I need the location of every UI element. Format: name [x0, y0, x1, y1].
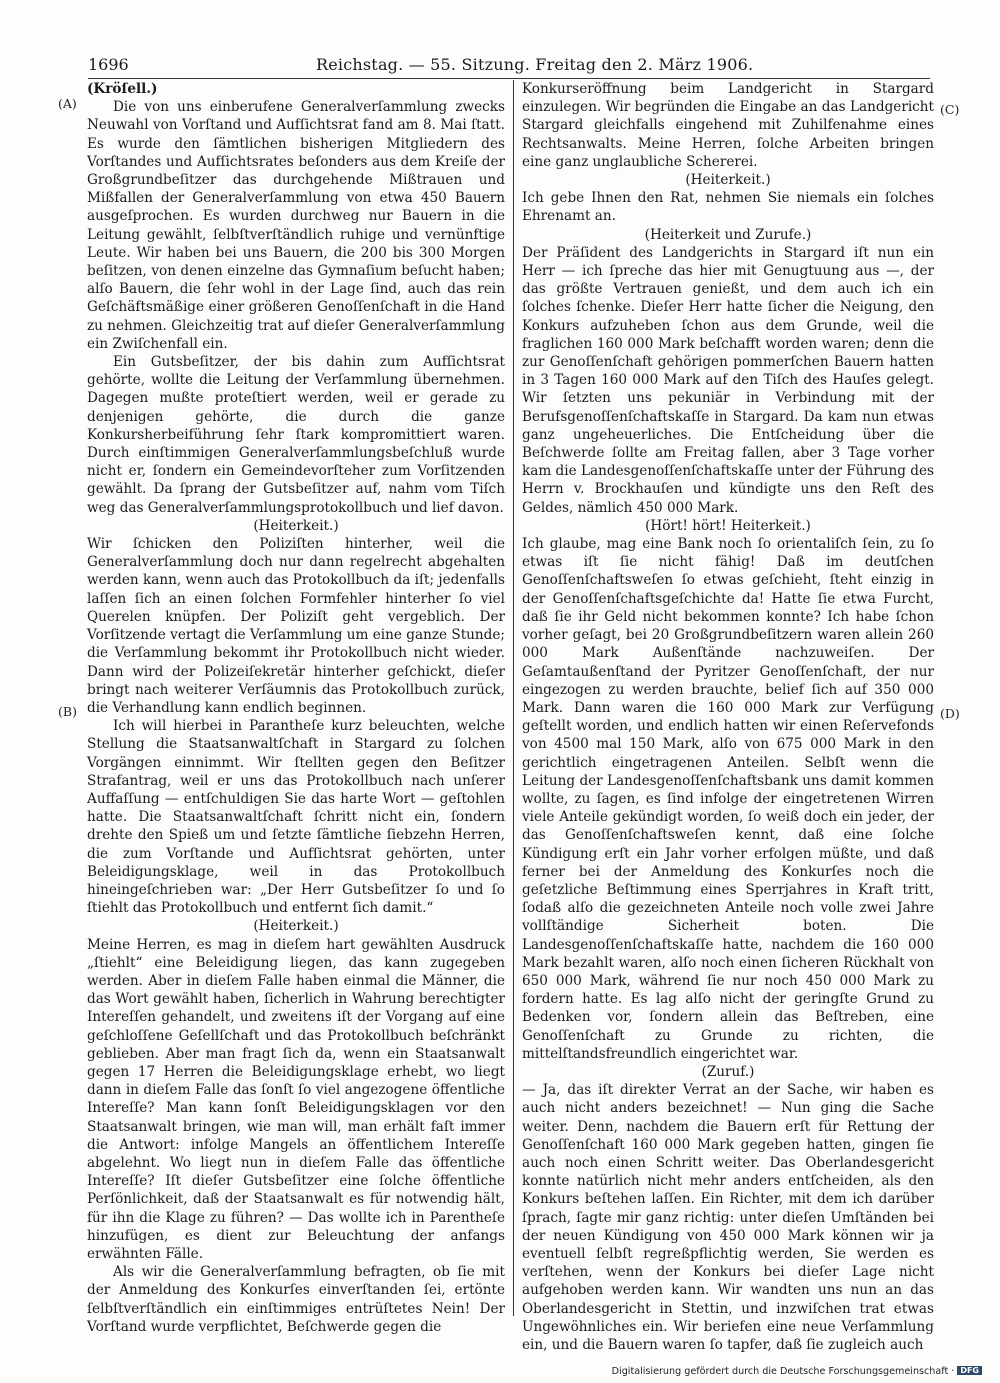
paragraph: Wir ſchicken den Poliziſten hinterher, weil die Generalverſammlung doch nur dann regelrecht abgehalten werden kann, wenn auch das Protokollbuch da iſt; jedenfalls laſſen ſich an einen ſolchen Formfehler hinterher ſo viel Querelen knüpfen. Der Poliziſt geht vergeblich. Der Vorſitzende vertagt die Verſammlung um eine ganze Stunde; die Verſammlung bekommt ihr Protokollbuch nicht wieder. Dann wird der Polizeiſekretär hinterher geſchickt, dieſer bringt nach weiterer Verſäumnis das Protokollbuch zurück, die Verhandlung kann endlich beginnen. — [87, 536, 505, 716]
margin-mark-d: (D) — [940, 706, 960, 721]
credit-text: Digitalisierung gefördert durch die Deutsche Forschungsgemeinschaft · — [611, 1366, 955, 1377]
paragraph: Konkurseröffnung beim Landgericht in Stargard einzulegen. Wir begründen die Eingabe an das Landgericht Stargard gleichfalls eingehend mit Zuhilfenahme eines Rechtsanwalts. Meine Herren, ſolche Arbeiten bringen eine ganz unglaubliche Schererei. — [522, 81, 934, 170]
interjection: (Heiterkeit.) — [685, 172, 771, 189]
column-divider — [513, 80, 514, 1316]
header-rule — [88, 78, 930, 79]
dfg-logo: DFG — [957, 1366, 982, 1375]
interjection: (Heiterkeit und Zurufe.) — [644, 226, 812, 243]
paragraph: Die von uns einberufene Generalverſammlung zwecks Neuwahl von Vorſtand und Aufſichtsrat fand am 8. Mai ſtatt. Es wurde den ſämtlichen bisherigen Mitgliedern des Vorſtandes und Aufſichtsrates beſonders aus dem Kreiſe der Großgrundbeſitzer das durchgehende Mißtrauen und Mißfallen der Generalverſammlung von etwa 450 Bauern ausgeſprochen. Es wurden durchweg nur Bauern in die Leitung gewählt, ſelbſtverſtändlich ruhige und vernünftige Leute. Wir haben bei uns Bauern, die 200 bis 300 Morgen beſitzen, von denen einzelne das Gymnaſium beſucht haben; alſo Bauern, die ſehr wohl in der Lage ſind, auch das rein Geſchäftsmäßige einer größeren Genoſſenſchaft in die Hand zu nehmen. Gleichzeitig trat auf dieſer Generalverſammlung ein Zwiſchenfall ein. — [87, 99, 505, 352]
margin-mark-b: (B) — [58, 704, 77, 719]
left-column — [87, 80, 505, 1336]
paragraph: Ich gebe Ihnen den Rat, nehmen Sie niemals ein ſolches Ehrenamt an. — [522, 190, 934, 225]
margin-mark-a: (A) — [58, 96, 77, 111]
paragraph: Ich glaube, mag eine Bank noch ſo orientaliſch ſein, zu ſo etwas iſt ſie nicht fähig! Daß im deutſchen Genoſſenſchaftsweſen ſo etwas geſchieht, ſteht einzig in der Genoſſenſchaftsgeſchichte da! Hatte ſie etwa Furcht, daß ſie ihr Geld nicht bekommen konnte? Ich habe ſchon vorher geſagt, bei 20 Großgrundbeſitzern waren allein 260 000 Mark Außenſtände nachzuweiſen. Der Geſamtaußenſtand der Pyritzer Genoſſenſchaft, der nur eingezogen zu werden brauchte, belief ſich auf 350 000 Mark. Dann waren die 160 000 Mark zur Verfügung geſtellt worden, und endlich hatten wir einen Reſervefonds von 4500 mal 150 Mark, alſo von 675 000 Mark in den gerichtlich eingetragenen Anteilen. Selbſt wenn die Leitung der Landesgenoſſenſchaftsbank uns damit kommen wollte, zu ſagen, es ſind infolge der eingetretenen Wirren viele Anteile gekündigt worden, ſo weiß doch ein jeder, der das Genoſſenſchaftsweſen kennt, daß eine ſolche Kündigung erſt ein Jahr vorher erfolgen müßte, und daß ferner bei der Anmeldung des Konkurſes noch die geſetzliche Beſtimmung eines Sperrjahres in Kraft tritt, ſodaß alſo die gezeichneten Anteile noch volle zwei Jahre vollſtändige Sicherheit boten. Die Landesgenoſſenſchaftskaſſe hatte, nachdem die 160 000 Mark bezahlt waren, alſo noch einen ſicheren Rückhalt von 650 000 Mark, während ſie nur noch 450 000 Mark zu fordern hatte. Es lag alſo nicht der geringſte Grund zu Bedenken vor, ſondern allein das Beſtreben, eine Genoſſenſchaft zu Grunde zu richten, die mittelſtandsfreundlich eingerichtet war. — [522, 536, 934, 1062]
paragraph: Meine Herren, es mag in dieſem hart gewählten Ausdruck „ſtiehlt“ eine Beleidigung liegen, das kann zugegeben werden. Aber in dieſem Falle haben einmal die Männer, die das Wort gewählt haben, ſicherlich in Wahrung berechtigter Intereſſen gehandelt, und zweitens iſt der Vorgang auf eine geſchloſſene Geſellſchaft und das Protokollbuch beſchränkt geblieben. Aber man fragt ſich da, wenn ein Staatsanwalt gegen 17 Herren die Beleidigungsklage erhebt, wo liegt dann in dieſem Falle das ſonſt ſo viel angezogene öffentliche Intereſſe? Man kann ſonſt Beleidigungsklagen vor den Staatsanwalt bringen, wie man will, man erhält faſt immer die Antwort: infolge Mangels an öffentlichem Intereſſe abgelehnt. Wo liegt nun in dieſem Falle das öffentliche Intereſſe? Iſt dieſer Gutsbeſitzer eine ſolche öffentliche Perſönlichkeit, daß der Staatsanwalt es für notwendig hält, für ihn die Klage zu führen? — Das wollte ich in Parentheſe hinzufügen, es dient zur Beleuchtung der anfangs erwähnten Fälle. — [87, 936, 505, 1262]
margin-mark-c: (C) — [940, 102, 960, 117]
interjection: (Heiterkeit.) — [253, 918, 339, 935]
speaker-name: (Kröſell.) — [87, 81, 158, 97]
page-number: 1696 — [88, 55, 129, 74]
paragraph: Der Präſident des Landgerichts in Stargard iſt nun ein Herr — ich ſpreche das hier mit Genugtuung aus —, der das größte Vertrauen genießt, und dem auch ich ein ſolches ſchenke. Dieſer Herr hatte ſicher die Neigung, den Konkurs aufzuheben ſchon aus dem Grunde, weil die fraglichen 160 000 Mark beſchafft worden waren; denn die zur Genoſſenſchaft gehörigen pommerſchen Bauern hatten in 3 Tagen 160 000 Mark auf den Tiſch des Hauſes gelegt. Wir ſetzten uns pekuniär in Verbindung mit der Berufsgenoſſenſchaftskaſſe in Stargard. Da kam nun etwas ganz ungeheuerliches. Die Entſcheidung über die Beſchwerde ſollte am Freitag fallen, aber 3 Tage vorher kam die Landesgenoſſenſchaftskaſſe unter der Führung des Herrn v. Brockhauſen und kündigte uns den Reſt des Geldes, nämlich 450 000 Mark. — [522, 244, 934, 516]
interjection: (Zuruf.) — [701, 1063, 755, 1080]
paragraph: Als wir die Generalverſammlung befragten, ob ſie mit der Anmeldung des Konkurſes einverſtanden ſei, ertönte ſelbſtverſtändlich ein einſtimmiges entrüſtetes Nein! Der Vorſtand wurde verpflichtet, Beſchwerde gegen die — [87, 1264, 505, 1335]
interjection: (Hört! hört! Heiterkeit.) — [645, 517, 811, 534]
paragraph: Ein Gutsbeſitzer, der bis dahin zum Aufſichtsrat gehörte, wollte die Leitung der Verſammlung übernehmen. Dagegen mußte proteſtiert werden, weil er gerade zu denjenigen gehörte, die durch die ganze Konkursherbeiführung ſehr ſtark kompromittiert waren. Durch einſtimmigen Generalverſammlungsbeſchluß wurde nicht er, ſondern ein Gemeindevorſteher zum Vorſitzenden gewählt. Da ſprang der Gutsbeſitzer auf, nahm vom Tiſch weg das Generalverſammlungsprotokollbuch und lief davon. — [87, 354, 505, 516]
interjection: (Heiterkeit.) — [253, 517, 339, 534]
page-header — [88, 52, 930, 78]
paragraph: Ich will hierbei in Parantheſe kurz beleuchten, welche Stellung die Staatsanwaltſchaft in Stargard zu ſolchen Vorgängen einnimmt. Wir ſtellten gegen den Beſitzer Strafantrag, weil er uns das Protokollbuch nach unſerer Auffaſſung — entſchuldigen Sie das harte Wort — geſtohlen hatte. Die Staatsanwaltſchaft ſchritt nicht ein, ſondern drehte den Spieß um und ſetzte ſämtliche ſiebzehn Herren, die zum Vorſtande und Aufſichtsrat gehörten, unter Beleidigungsklage, weil in das Protokollbuch hineingeſchrieben war: „Der Herr Gutsbeſitzer ſo und ſo ſtiehlt das Protokollbuch und entfernt ſich damit.“ — [87, 718, 505, 917]
paragraph: — Ja, das iſt direkter Verrat an der Sache, wir haben es auch nicht anders bezeichnet! — Nun ging die Sache weiter. Denn, nachdem die Bauern erſt für Rettung der Genoſſenſchaft 160 000 Mark gegeben hatten, gingen ſie auch noch einen Schritt weiter. Das Oberlandesgericht konnte natürlich nicht mehr anders entſcheiden, als den Konkurs beſtehen laſſen. Ein Richter, mit dem ich darüber ſprach, ſagte mir ganz richtig: unter dieſen Umſtänden bei der neuen Kündigung von 450 000 Mark können wir ja eventuell ſelbſt regreßpflichtig werden, Sie werden es verſtehen, wenn der Konkurs bei dieſer Lage nicht aufgehoben werden kann. Wir wandten uns nun an das Oberlandesgericht in Stettin, und inzwiſchen trat etwas Ungewöhnliches ein. Wir beriefen eine neue Verſammlung ein, und die Bauern waren ſo tapfer, daß ſie zugleich auch — [522, 1082, 934, 1354]
running-title: Reichstag. — 55. Sitzung. Freitag den 2. März 1906. — [316, 55, 754, 74]
digitization-credit — [612, 1366, 982, 1377]
right-column — [522, 80, 934, 1354]
